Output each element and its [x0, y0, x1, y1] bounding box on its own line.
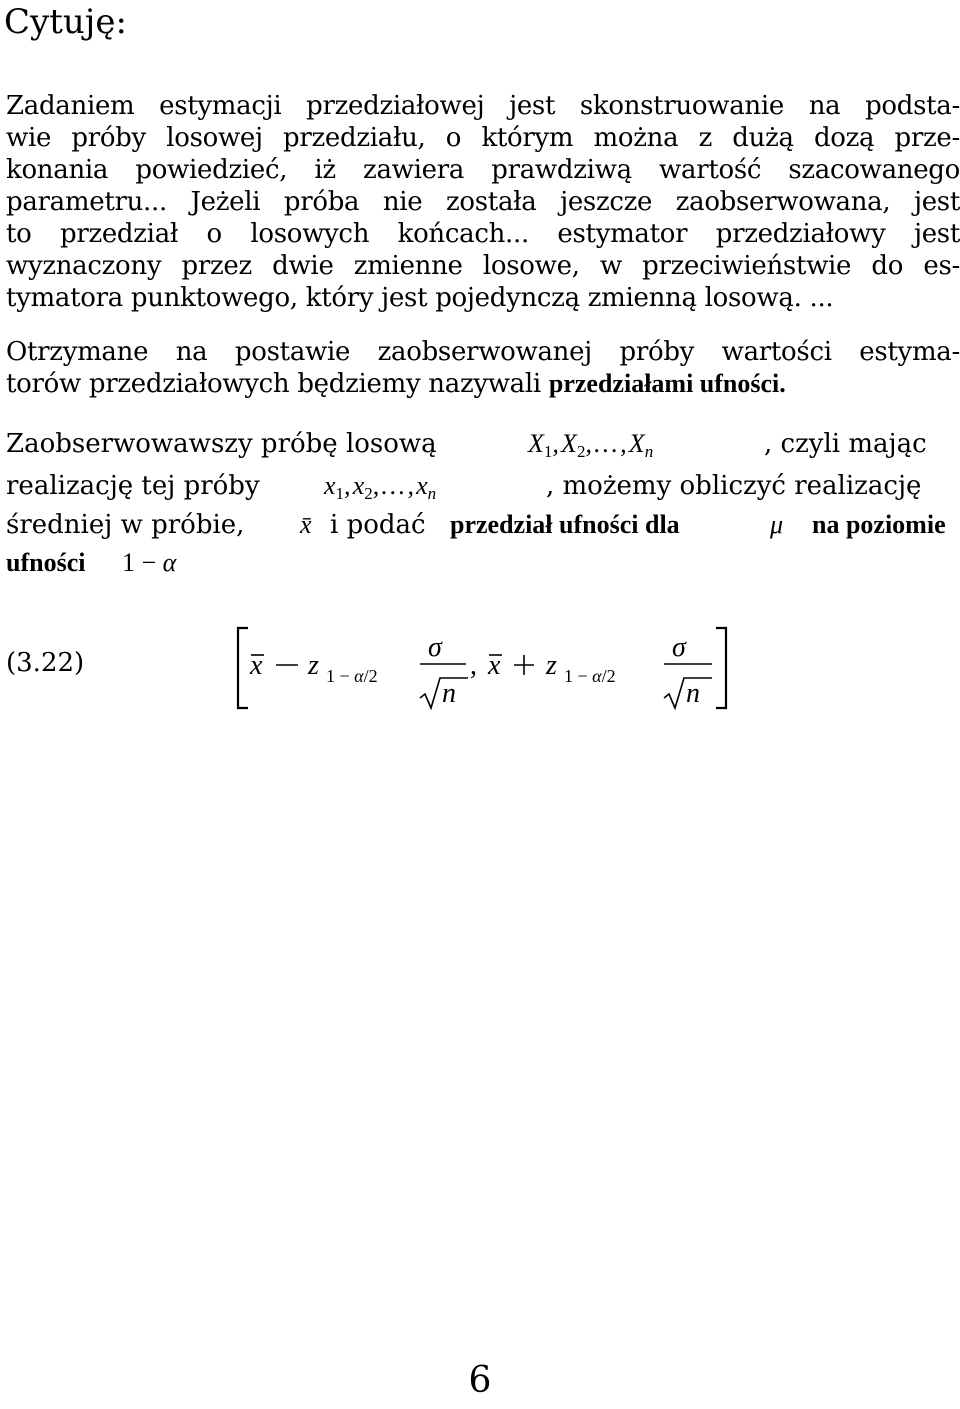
paragraph-line: parametru... Jeżeli próba nie została jeszcze zaobserwowana, jest — [6, 187, 960, 217]
bold-term: przedziałami ufności. — [548, 369, 786, 398]
math-sample-realization: $x_1$, $x_2$, . . . , xn — [324, 471, 437, 503]
paragraph-line: tymatora punktowego, który jest pojedynczą zmienną losową. ... — [6, 283, 834, 313]
math-subscript: 1 − α/2 — [564, 666, 616, 686]
confidence-interval-formula — [0, 620, 960, 720]
math-sigma: σ — [672, 632, 686, 663]
paragraph-line — [6, 368, 960, 400]
bold-term: przedział ufności dla — [450, 510, 680, 539]
paragraph-text: torów przedziałowych będziemy nazywali — [6, 369, 541, 399]
paragraph-line: Otrzymane na postawie zaobserwowanej próby wartości estyma- — [6, 337, 960, 367]
paragraph-text: , możemy obliczyć realizację — [546, 471, 922, 501]
paragraph-line: to przedział o losowych końcach... estymator przedziałowy jest — [6, 219, 960, 249]
paragraph-text: realizację tej próby — [6, 471, 260, 501]
paragraph-line: wie próby losowej przedziału, o którym można z dużą dozą prze- — [6, 123, 960, 153]
math-z: z — [546, 650, 557, 681]
math-comma: , — [470, 650, 477, 681]
math-xbar: x — [250, 650, 263, 681]
math-n: n — [686, 678, 700, 709]
bold-term: na poziomie — [812, 510, 946, 539]
equation-number: (3.22) — [6, 648, 85, 678]
paragraph-text: średniej w próbie, — [6, 510, 245, 540]
paragraph-text: i podać — [330, 510, 426, 540]
paragraph-line: konania powiedzieć, iż zawiera prawdziwą wartość szacowanego — [6, 155, 960, 185]
right-bracket — [716, 628, 726, 708]
math-n: n — [442, 678, 456, 709]
bold-term: ufności — [6, 548, 86, 577]
paragraph-text: Zaobserwowawszy próbę losową — [6, 429, 437, 459]
paragraph-text: , czyli mając — [764, 429, 927, 459]
paragraph-line: wyznaczony przez dwie zmienne losowe, w przeciwieństwie do es- — [6, 251, 960, 281]
math-confidence-level: 1 − α — [122, 548, 177, 577]
paragraph-confidence-intervals — [6, 336, 960, 400]
equation-block — [0, 620, 960, 720]
math-xbar: x̄ — [300, 510, 312, 539]
left-bracket — [238, 628, 248, 708]
math-subscript: 1 − α/2 — [326, 666, 378, 686]
math-sigma: σ — [428, 632, 442, 663]
math-sample-variables: $X_1$, $X_2$, . . . , Xn — [528, 429, 654, 461]
paragraph-line: Zadaniem estymacji przedziałowej jest skonstruowanie na podsta- — [6, 91, 960, 121]
paragraph-estimation-definition — [6, 90, 960, 314]
math-xbar: x — [488, 650, 501, 681]
math-mu: μ — [770, 510, 784, 539]
page-heading: Cytuję: — [4, 2, 127, 42]
math-z: z — [308, 650, 319, 681]
page-number: 6 — [468, 1360, 492, 1401]
